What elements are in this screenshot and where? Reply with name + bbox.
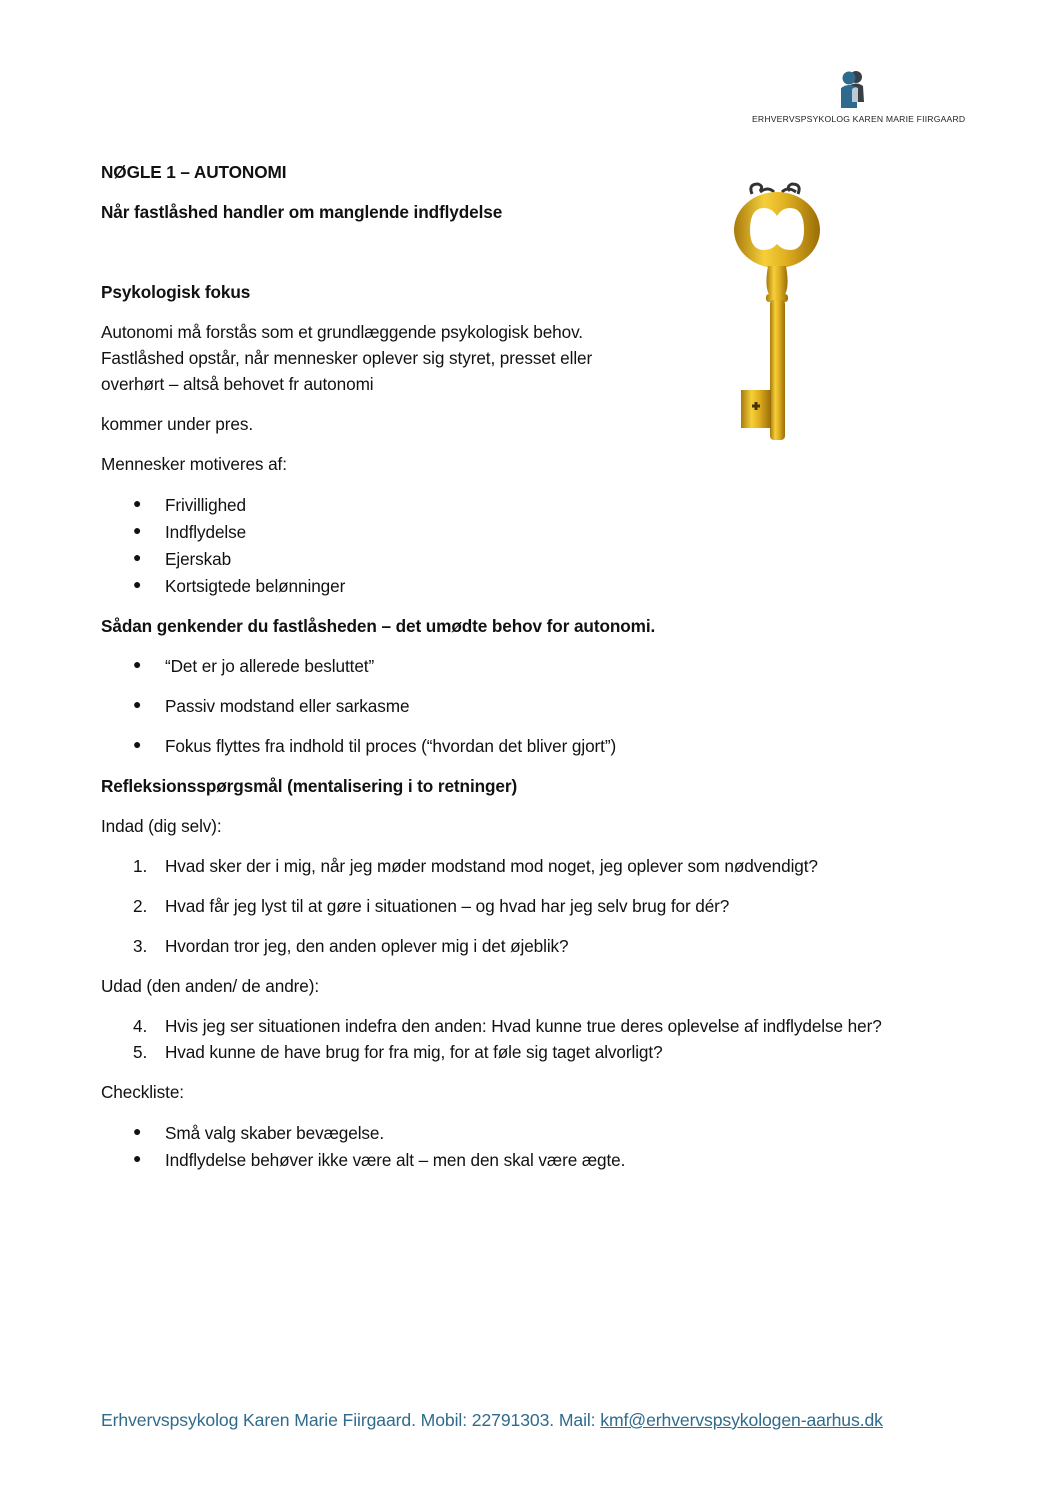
logo-text: ERHVERVSPSYKOLOG KAREN MARIE FIIRGAARD	[752, 114, 966, 124]
motivation-intro: Mennesker motiveres af:	[101, 454, 287, 474]
list-item: Indflydelse behøver ikke være alt – men den skal være ægte.	[165, 1150, 626, 1170]
question-item: Hvad får jeg lyst til at gøre i situationen – og hvad har jeg selv brug for dér?	[165, 896, 730, 916]
page-footer	[101, 1410, 883, 1431]
list-number: 2.	[133, 896, 148, 916]
list-number: 4.	[133, 1016, 148, 1036]
focus-line: Autonomi må forstås som et grundlæggende psykologisk behov.	[101, 322, 583, 342]
list-item: “Det er jo allerede besluttet”	[165, 656, 375, 676]
recognize-heading: Sådan genkender du fastlåsheden – det umødte behov for autonomi.	[101, 616, 656, 636]
list-item: Indflydelse	[165, 522, 247, 542]
bullet-icon: ●	[133, 736, 142, 752]
company-logo	[752, 70, 966, 124]
page-title: NØGLE 1 – AUTONOMI	[101, 162, 287, 182]
list-item: Frivillighed	[165, 495, 246, 515]
bullet-icon: ●	[133, 1150, 142, 1166]
list-number: 1.	[133, 856, 148, 876]
bullet-icon: ●	[133, 696, 142, 712]
bullet-icon: ●	[133, 549, 142, 565]
golden-key-icon	[728, 178, 828, 444]
page-subtitle: Når fastlåshed handler om manglende indflydelse	[101, 202, 503, 222]
list-item: Kortsigtede belønninger	[165, 576, 346, 596]
footer-email-link[interactable]: kmf@erhvervspsykologen-aarhus.dk	[600, 1410, 883, 1430]
bullet-icon: ●	[133, 576, 142, 592]
list-number: 5.	[133, 1042, 148, 1062]
question-item: Hvordan tror jeg, den anden oplever mig i det øjeblik?	[165, 936, 569, 956]
bullet-icon: ●	[133, 1123, 142, 1139]
checklist-label: Checkliste:	[101, 1082, 184, 1102]
focus-heading: Psykologisk fokus	[101, 282, 251, 302]
people-silhouette-icon	[840, 70, 866, 108]
question-item: Hvad sker der i mig, når jeg møder modstand mod noget, jeg oplever som nødvendigt?	[165, 856, 818, 876]
bullet-icon: ●	[133, 522, 142, 538]
inward-label: Indad (dig selv):	[101, 816, 222, 836]
outward-label: Udad (den anden/ de andre):	[101, 976, 320, 996]
focus-continuation: kommer under pres.	[101, 414, 253, 434]
list-item: Passiv modstand eller sarkasme	[165, 696, 410, 716]
focus-line: overhørt – altså behovet fr autonomi	[101, 374, 374, 394]
reflection-heading: Refleksionsspørgsmål (mentalisering i to retninger)	[101, 776, 518, 796]
list-item: Fokus flyttes fra indhold til proces (“hvordan det bliver gjort”)	[165, 736, 617, 756]
question-item: Hvad kunne de have brug for fra mig, for at føle sig taget alvorligt?	[165, 1042, 663, 1062]
focus-line: Fastlåshed opstår, når mennesker oplever sig styret, presset eller	[101, 348, 593, 368]
list-item: Ejerskab	[165, 549, 232, 569]
question-item: Hvis jeg ser situationen indefra den anden: Hvad kunne true deres oplevelse af indflydelse her?	[165, 1016, 882, 1036]
bullet-icon: ●	[133, 495, 142, 511]
footer-contact-text: Erhvervspsykolog Karen Marie Fiirgaard. Mobil: 22791303. Mail:	[101, 1410, 601, 1430]
list-item: Små valg skaber bevægelse.	[165, 1123, 385, 1143]
bullet-icon: ●	[133, 656, 142, 672]
list-number: 3.	[133, 936, 148, 956]
